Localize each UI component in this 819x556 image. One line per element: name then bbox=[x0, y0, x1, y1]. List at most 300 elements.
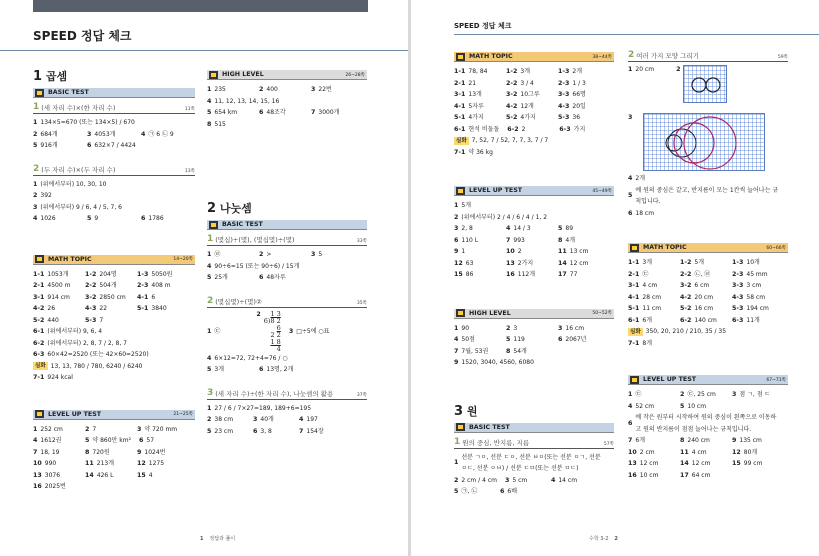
answer-text: 4개 bbox=[565, 236, 576, 244]
answer-text: 2가지 bbox=[517, 259, 534, 267]
answer-item bbox=[33, 458, 77, 470]
answer-number: 4 bbox=[141, 130, 146, 138]
answer-number: 4-3 bbox=[85, 305, 97, 312]
answer-text: 7, 52, 7 / 52, 7, 7, 3, 7 / 7 bbox=[471, 137, 549, 144]
answer-text: 10개 bbox=[746, 259, 760, 266]
answer-text: 4 bbox=[148, 471, 153, 479]
ch2-math-topic-bar: MATH TOPIC 38~44쪽 bbox=[454, 52, 614, 62]
answer-item bbox=[207, 249, 251, 261]
answer-number: 6-3 bbox=[732, 316, 744, 324]
answer-item bbox=[732, 389, 776, 401]
answer-text: 3개 bbox=[214, 366, 225, 373]
answer-item bbox=[680, 292, 724, 304]
answer-number: 1-3 bbox=[732, 259, 744, 266]
answer-text: ㉢, 25 cm bbox=[687, 391, 716, 398]
answer-number: 7 bbox=[299, 427, 304, 435]
answer-number: 4-2 bbox=[680, 293, 692, 301]
answer-number: 6 bbox=[500, 488, 505, 495]
answer-number: 1-3 bbox=[558, 68, 570, 75]
page-title-left: SPEED 정답 체크 bbox=[33, 29, 132, 43]
answer-number: 2 bbox=[680, 391, 685, 398]
answer-item bbox=[33, 338, 187, 350]
answer-item bbox=[454, 258, 498, 270]
answer-number: 1 bbox=[454, 324, 459, 332]
answer-text: 2 cm / 4 cm bbox=[461, 476, 497, 484]
answer-number: 5 bbox=[506, 336, 511, 343]
level-up-icon bbox=[456, 187, 465, 195]
answer-item bbox=[33, 315, 77, 327]
answer-text: 현석 비둘돌 bbox=[468, 125, 500, 133]
answer-text: 112개 bbox=[517, 271, 536, 278]
answer-text: 5050원 bbox=[151, 270, 173, 278]
answer-number: 4 bbox=[550, 476, 556, 484]
answer-item bbox=[33, 213, 79, 225]
answer-text: 654 km bbox=[214, 109, 238, 116]
answer-text: 11 cm bbox=[642, 305, 662, 312]
answer-text: 10 cm bbox=[639, 471, 659, 479]
answer-item bbox=[137, 447, 181, 459]
footer-right: 수학 3-2 2 bbox=[589, 536, 618, 542]
answer-text: 993 bbox=[513, 236, 525, 244]
chapter-1-heading: 1 곱셈 bbox=[33, 69, 68, 84]
answer-text: 194 cm bbox=[746, 305, 769, 312]
answer-item bbox=[259, 107, 303, 119]
answer-text: 5개 bbox=[694, 259, 705, 266]
answer-item bbox=[311, 107, 355, 119]
answer-number: 15 bbox=[732, 460, 741, 467]
answer-text: 504개 bbox=[99, 282, 117, 289]
answer-number: 3-2 bbox=[506, 91, 518, 98]
s2-row-2 bbox=[628, 113, 788, 173]
answer-number: 3-1 bbox=[454, 91, 466, 98]
answer-item bbox=[454, 357, 606, 369]
answer-item bbox=[680, 257, 724, 269]
answer-text: 38 cm bbox=[214, 416, 234, 423]
answer-text: 54개 bbox=[513, 347, 527, 355]
answer-text: 60×42=2520 (또는 42×60=2520) bbox=[47, 351, 149, 358]
math-topic-icon bbox=[456, 53, 465, 61]
answer-number: 3 bbox=[732, 391, 737, 398]
answer-item bbox=[33, 280, 77, 292]
answer-item bbox=[680, 447, 724, 459]
ch3-basic-s1-heading: 1 원의 중심, 반지름, 지름 57쪽 bbox=[454, 436, 614, 447]
answer-item bbox=[559, 124, 603, 136]
answer-number: 6-1 bbox=[454, 125, 466, 133]
answer-number: 10 bbox=[33, 460, 42, 467]
answer-number: 1-3 bbox=[137, 270, 149, 278]
answer-item bbox=[628, 458, 672, 470]
answer-number: 1-1 bbox=[33, 270, 45, 278]
answer-item bbox=[680, 401, 724, 413]
answer-item bbox=[551, 475, 589, 487]
answer-item bbox=[680, 280, 724, 292]
answer-item bbox=[85, 424, 129, 436]
answer-item bbox=[85, 303, 129, 315]
answer-item bbox=[454, 223, 498, 235]
answer-text: 4 cm bbox=[642, 282, 658, 289]
answer-text: 12개 bbox=[520, 102, 534, 110]
answer-number: 9 bbox=[454, 248, 459, 255]
answer-item bbox=[259, 84, 303, 96]
answer-number: 13 bbox=[628, 460, 637, 467]
answer-number: 4 bbox=[628, 402, 633, 410]
answer-item: 3 bbox=[628, 114, 633, 121]
answer-number: 11 bbox=[558, 248, 567, 255]
answer-number: 4 bbox=[207, 97, 212, 105]
answer-text: 1 / 3 bbox=[572, 79, 586, 87]
answer-text: 5자루 bbox=[468, 102, 484, 110]
answer-text: 16 cm bbox=[694, 305, 714, 312]
answer-item bbox=[259, 272, 303, 284]
answer-text: 1612권 bbox=[40, 437, 62, 444]
answer-item bbox=[454, 346, 498, 358]
answer-text: 9 bbox=[94, 215, 99, 222]
high-level-icon bbox=[456, 309, 465, 317]
answer-item bbox=[207, 353, 359, 365]
answer-text: 가지 bbox=[573, 125, 586, 133]
answer-text: 선분 ㄱㅇ, 선분 ㄷㅇ, 선분 ㅂㅇ(또는 선분 ㅇㄱ, 선분 ㅇㄷ, 선분 ㅇㅂ) / 선분 ㄷㅁ(또는 선분 ㅁㄷ) bbox=[461, 453, 601, 472]
answer-text: 632×7 / 4424 bbox=[94, 142, 136, 149]
answer-number: 6-2 bbox=[33, 339, 45, 347]
answer-item bbox=[558, 66, 602, 78]
answer-text: 예 작은 원부터 시작하여 원의 중심이 왼쪽으로 이동하고 원의 반지름이 점점 늘어나는 규칙입니다. bbox=[635, 414, 777, 433]
answer-text: 720원 bbox=[92, 448, 110, 456]
answer-text: 5개 bbox=[461, 202, 472, 209]
right-page-right-column bbox=[628, 50, 788, 481]
answer-item bbox=[207, 96, 359, 108]
answer-number: 16 bbox=[628, 471, 637, 479]
answer-number: 1-1 bbox=[454, 68, 466, 75]
answer-number: 6-1 bbox=[628, 316, 640, 324]
answer-item bbox=[732, 257, 776, 269]
answer-item bbox=[454, 112, 498, 124]
answer-text: 86 bbox=[465, 271, 474, 278]
answer-text: 23 cm bbox=[214, 427, 234, 435]
answer-number: 4-2 bbox=[33, 305, 45, 312]
answer-text: 2, 8 bbox=[461, 225, 473, 232]
answer-text: 약 36 kg bbox=[468, 148, 493, 156]
right-page-left-column bbox=[454, 52, 614, 498]
circle-pattern-grid bbox=[683, 65, 727, 103]
right-page bbox=[411, 0, 819, 556]
answer-item bbox=[558, 258, 602, 270]
answer-item bbox=[137, 280, 181, 292]
basic-test-icon bbox=[456, 423, 465, 431]
answer-number: 14 bbox=[558, 259, 567, 267]
answer-item bbox=[732, 303, 776, 315]
answer-number: 3 bbox=[558, 324, 563, 332]
answer-item bbox=[259, 364, 303, 376]
answer-number: 5 bbox=[454, 488, 459, 495]
answer-text: 204명 bbox=[99, 270, 117, 278]
answer-number: 14 bbox=[680, 460, 689, 467]
answer-item bbox=[454, 475, 497, 487]
answer-number: 10 bbox=[628, 448, 637, 456]
answer-text: 119 bbox=[513, 336, 525, 343]
answer-text: 8개 bbox=[642, 339, 653, 347]
answer-number: 5 bbox=[207, 366, 212, 373]
answer-item bbox=[454, 78, 498, 90]
answer-number: 6 bbox=[87, 142, 92, 149]
answer-item bbox=[732, 292, 776, 304]
answer-number: 2-1 bbox=[454, 79, 466, 87]
answer-text: 2 cm bbox=[639, 448, 655, 456]
answer-number: 7 bbox=[506, 236, 511, 244]
answer-item bbox=[558, 323, 602, 335]
ch2-high-level-answers bbox=[454, 323, 614, 369]
answer-number: 2-2 bbox=[680, 270, 692, 278]
ch1-level-up-bar: LEVEL UP TEST 21~25쪽 bbox=[33, 410, 195, 420]
answer-number: 1 bbox=[33, 119, 38, 126]
ch2-s2-first-line bbox=[207, 311, 367, 353]
answer-text: 1026 bbox=[40, 215, 56, 222]
answer-number: 15 bbox=[454, 271, 463, 278]
answer-item bbox=[299, 414, 337, 426]
ch1-math-topic-answers bbox=[33, 269, 195, 384]
answer-item bbox=[253, 426, 291, 438]
answer-item bbox=[506, 112, 550, 124]
answer-item bbox=[33, 481, 77, 493]
answer-item bbox=[680, 315, 724, 327]
answer-text: 28 cm bbox=[642, 293, 662, 301]
ch3-basic-test-bar: BASIC TEST bbox=[454, 423, 614, 433]
answer-item bbox=[506, 66, 550, 78]
answer-item bbox=[454, 323, 498, 335]
answer-item bbox=[505, 475, 543, 487]
answer-item bbox=[558, 246, 602, 258]
answer-text: 14 / 3 bbox=[513, 225, 531, 232]
answer-item bbox=[558, 101, 602, 113]
answer-text: 2 bbox=[517, 248, 522, 255]
math-topic-icon bbox=[630, 244, 639, 252]
answer-text: 914 cm bbox=[47, 293, 70, 301]
answer-number: 7 bbox=[454, 347, 459, 355]
answer-number: 6 bbox=[259, 274, 264, 281]
ch1-level-up-answers bbox=[33, 424, 195, 493]
answer-number: 7-1 bbox=[454, 148, 466, 156]
answer-number: 16 bbox=[506, 271, 515, 278]
answer-text: 12 cm bbox=[569, 259, 589, 267]
answer-number: 3 bbox=[87, 130, 92, 138]
answer-number: 6-1 bbox=[33, 328, 45, 335]
answer-number: 3 bbox=[137, 425, 142, 433]
answer-text: 4053개 bbox=[94, 130, 116, 138]
answer-text: 3 bbox=[513, 324, 518, 332]
ch3-basic-s2-heading: 2 여러 가지 모양 그리기 59쪽 bbox=[628, 50, 788, 60]
answer-text: 1024번 bbox=[144, 448, 166, 456]
answer-number: 5-2 bbox=[33, 316, 45, 324]
answer-number: 2 bbox=[454, 476, 459, 484]
ch3-math-topic-bar: MATH TOPIC 60~66쪽 bbox=[628, 243, 788, 253]
answer-item bbox=[628, 326, 780, 338]
ch2-basic-s1-heading: 1 (몇십)÷(몇), (몇십몇)÷(몇) 33쪽 bbox=[207, 234, 367, 244]
answer-item bbox=[85, 269, 129, 281]
answer-number: 3-2 bbox=[680, 282, 692, 289]
answer-text: 11개 bbox=[746, 316, 760, 324]
answer-text: 4가지 bbox=[468, 114, 484, 121]
answer-number: 3-3 bbox=[732, 282, 744, 289]
answer-number: 3 bbox=[33, 203, 38, 211]
answer-number: 8 bbox=[207, 120, 212, 128]
page-title-right: SPEED 정답 체크 bbox=[454, 22, 512, 30]
answer-item bbox=[33, 179, 187, 191]
answer-item bbox=[500, 486, 538, 498]
answer-number: 5 bbox=[628, 192, 633, 200]
answer-text: 52 cm bbox=[635, 402, 655, 410]
answer-number: 13 bbox=[33, 471, 42, 479]
top-color-bar bbox=[33, 0, 368, 12]
answer-item bbox=[85, 292, 129, 304]
answer-number: 1 bbox=[454, 459, 459, 467]
answer-number: 15 bbox=[137, 471, 146, 479]
footer-left: 1 정답과 풀이 bbox=[200, 536, 236, 542]
answer-item bbox=[33, 140, 79, 152]
answer-item bbox=[33, 424, 77, 436]
answer-item bbox=[558, 112, 602, 124]
answer-item bbox=[628, 338, 672, 350]
answer-number: 4-3 bbox=[558, 102, 570, 110]
answer-item bbox=[454, 101, 498, 113]
answer-text: 3 / 4 bbox=[520, 79, 534, 87]
answer-number: 2 bbox=[259, 86, 264, 93]
answer-number: 6-2 bbox=[680, 316, 692, 324]
answer-number: 심화 bbox=[456, 137, 467, 144]
answer-number: 심화 bbox=[630, 328, 641, 335]
answer-text: 515 bbox=[214, 120, 226, 128]
answer-item bbox=[628, 257, 672, 269]
answer-item: 2 bbox=[676, 65, 727, 103]
level-up-icon bbox=[35, 410, 44, 418]
answer-text: 3 cm bbox=[746, 282, 762, 289]
answer-text: 916개 bbox=[40, 142, 58, 149]
answer-number: 11 bbox=[680, 448, 689, 456]
answer-item bbox=[33, 470, 77, 482]
long-division: 2 1 3 6)8 2 6 2 2 1 8 4 bbox=[256, 309, 281, 353]
answer-item bbox=[628, 292, 672, 304]
answer-text: 6×12=72, 72+4=76 / ○ bbox=[214, 354, 288, 362]
answer-item bbox=[137, 292, 181, 304]
answer-number: 6 bbox=[253, 427, 258, 435]
answer-text: 2 bbox=[521, 125, 526, 133]
answer-item bbox=[85, 280, 129, 292]
answer-text: 6 cm bbox=[694, 282, 710, 289]
answer-text: 3000개 bbox=[318, 109, 340, 116]
title-rule bbox=[0, 50, 408, 51]
answer-number: 4-1 bbox=[137, 293, 149, 301]
answer-item bbox=[558, 78, 602, 90]
answer-item bbox=[454, 269, 498, 281]
answer-number: 6-2 bbox=[507, 125, 519, 133]
answer-item bbox=[506, 101, 550, 113]
answer-number: 7-1 bbox=[33, 374, 45, 381]
answer-text: 25개 bbox=[214, 274, 228, 281]
answer-number: 2 bbox=[207, 416, 212, 423]
answer-number: 6 bbox=[628, 209, 633, 217]
left-page-right-column bbox=[207, 70, 367, 437]
answer-text: 10그루 bbox=[520, 91, 540, 98]
answer-number: 5 bbox=[207, 109, 212, 116]
answer-text: 154장 bbox=[306, 427, 324, 435]
answer-item bbox=[85, 447, 129, 459]
answer-text: 50점 bbox=[461, 336, 475, 343]
answer-text: (위에서부터) 2, 8, 7 / 2, 8, 7 bbox=[47, 339, 127, 347]
answer-number: 5 bbox=[680, 402, 685, 410]
answer-text: 13개 bbox=[468, 91, 482, 98]
answer-item bbox=[628, 412, 780, 435]
answer-item bbox=[558, 269, 602, 281]
answer-number: 3 bbox=[311, 251, 316, 258]
ch3-math-topic-answers bbox=[628, 257, 788, 349]
answer-text: 13명, 2개 bbox=[266, 366, 294, 373]
answer-item bbox=[506, 323, 550, 335]
answer-item bbox=[732, 458, 776, 470]
answer-item bbox=[558, 235, 602, 247]
answer-text: 10 cm bbox=[687, 402, 707, 410]
answer-text: 90 bbox=[461, 324, 470, 332]
answer-number: 2 bbox=[454, 213, 459, 221]
answer-item bbox=[628, 303, 672, 315]
answer-item bbox=[87, 213, 133, 225]
answer-number: 5-2 bbox=[680, 305, 692, 312]
level-up-icon bbox=[630, 376, 639, 384]
answer-item bbox=[506, 269, 550, 281]
ch2-basic-s3-heading: 3 (세 자리 수)÷(한 자리 수), 나눗셈의 활용 37쪽 bbox=[207, 387, 367, 398]
answer-item bbox=[85, 435, 131, 447]
answer-text: 78, 84 bbox=[468, 68, 488, 75]
chapter-2-heading: 2 나눗셈 bbox=[207, 201, 252, 216]
answer-text: 80개 bbox=[743, 448, 758, 456]
answer-number: 7 bbox=[311, 109, 316, 116]
ch2-basic-s2-answers bbox=[207, 353, 367, 376]
answer-item bbox=[628, 315, 672, 327]
answer-item bbox=[85, 470, 129, 482]
answer-text: 350, 20, 210 / 210, 35 / 35 bbox=[645, 328, 727, 335]
answer-number: 11 bbox=[85, 460, 94, 467]
answer-number: 6-3 bbox=[559, 125, 571, 133]
answer-item bbox=[628, 208, 672, 220]
answer-number: 7 bbox=[33, 448, 38, 456]
answer-item bbox=[207, 426, 245, 438]
answer-item bbox=[33, 190, 79, 202]
answer-item bbox=[454, 334, 498, 346]
answer-text: 64 cm bbox=[691, 471, 711, 479]
answer-text: 14 cm bbox=[558, 476, 578, 484]
ch2-level-up-bar: LEVEL UP TEST 45~49쪽 bbox=[454, 186, 614, 196]
answer-item bbox=[207, 403, 359, 415]
answer-number: 2 bbox=[33, 130, 38, 138]
answer-text: 4가지 bbox=[520, 114, 536, 121]
answer-number: 8 bbox=[558, 236, 563, 244]
answer-text: 48조각 bbox=[266, 109, 286, 116]
answer-item bbox=[33, 202, 187, 214]
left-page bbox=[0, 0, 408, 556]
answer-text: 7 bbox=[92, 425, 97, 433]
answer-text: 924 kcal bbox=[47, 374, 73, 381]
answer-number: 3-3 bbox=[558, 91, 570, 98]
answer-item bbox=[33, 303, 77, 315]
answer-text: 5 cm bbox=[512, 476, 528, 484]
answer-item bbox=[628, 269, 672, 281]
ch3-level-up-answers bbox=[628, 389, 788, 481]
answer-item bbox=[680, 303, 724, 315]
answer-text: 1275 bbox=[148, 460, 165, 467]
answer-number: 16 bbox=[33, 483, 42, 490]
left-column bbox=[33, 68, 195, 493]
answer-item bbox=[628, 470, 672, 482]
basic-test-icon bbox=[209, 221, 218, 229]
answer-number: 12 bbox=[732, 448, 741, 456]
answer-number: 2-3 bbox=[732, 270, 744, 278]
